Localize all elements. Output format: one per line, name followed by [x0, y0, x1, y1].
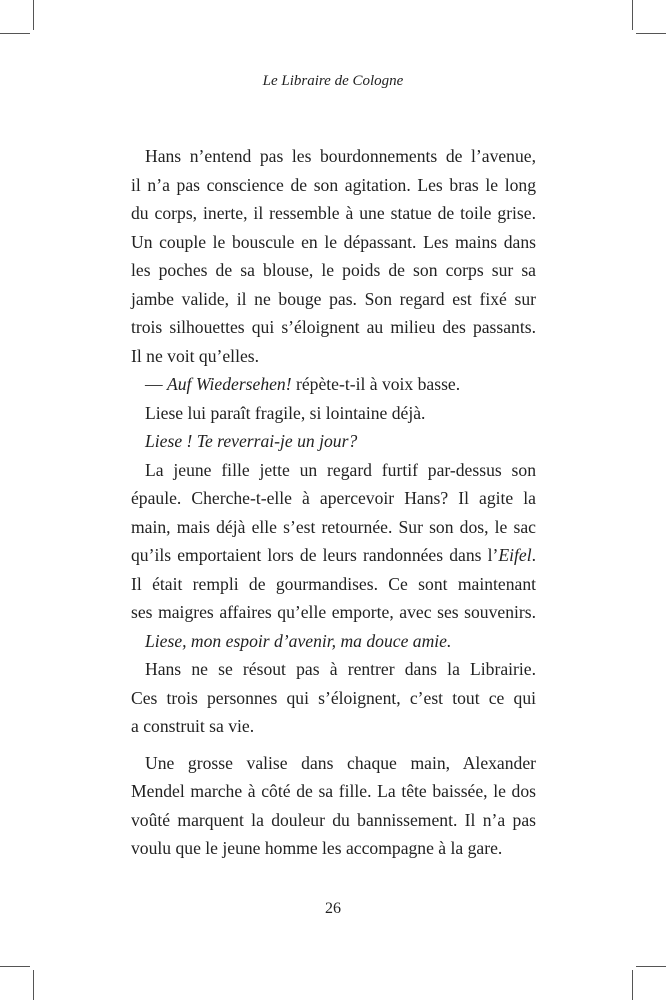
crop-mark-top-left [33, 0, 34, 30]
text-run: . [531, 545, 536, 565]
text-line [131, 541, 536, 570]
text-line: jambe valide, il ne bouge pas. Son regard est fixé sur [131, 288, 536, 309]
running-title: Le Libraire de Cologne [262, 73, 404, 89]
text-line: trois silhouettes qui s’éloignent au milieu des passants. [131, 317, 536, 337]
text-line: Une grosse valise dans chaque main, Alexander [145, 752, 536, 773]
italic-phrase: Auf Wiedersehen! [167, 374, 292, 394]
text-line: les poches de sa blouse, le poids de son corps sur sa [131, 260, 536, 280]
text-line [131, 627, 536, 656]
text-line: il n’a pas conscience de son agitation. Les bras le long [131, 174, 536, 195]
text-line: du corps, inerte, il ressemble à une statue de toile grise. [131, 203, 536, 223]
text-line: main, mais déjà elle s’est retournée. Sur son dos, le sac [131, 516, 536, 537]
italic-line: Liese ! Te reverrai-je un jour? [145, 431, 358, 451]
text-line: Un couple le bouscule en le dépassant. Les mains dans [131, 231, 536, 252]
text-line: Il ne voit qu’elles. [131, 345, 260, 366]
body-text [131, 142, 536, 863]
text-line: Ces trois personnes qui s’éloignent, c’est tout ce qui [131, 687, 536, 708]
crop-mark-bottom-left [33, 970, 34, 1000]
text-line: voûté marquent la douleur du bannissement. Il n’a pas [131, 809, 536, 830]
text-line: Mendel marche à côté de sa fille. La tête baissée, le dos [131, 781, 536, 801]
crop-mark-bottom-right [632, 970, 633, 1000]
text-line: voulu que le jeune homme les accompagne à la gare. [131, 838, 503, 858]
text-line [131, 370, 536, 399]
page-number: 26 [325, 900, 341, 917]
text-line: ses maigres affaires qu’elle emporte, avec ses souvenirs. [131, 602, 536, 622]
crop-mark-top-right-h [636, 33, 666, 34]
text-line: Hans n’entend pas les bourdonnements de l’avenue, [145, 146, 536, 166]
crop-mark-bottom-right-h [636, 966, 666, 967]
italic-line: Liese, mon espoir d’avenir, ma douce amie. [145, 630, 452, 651]
crop-mark-top-left-h [0, 33, 30, 34]
text-run: qu’ils emportaient lors de leurs randonnées dans l’ [131, 545, 499, 565]
text-run: répète-t-il à voix basse. [291, 374, 461, 394]
text-line: Il était rempli de gourmandises. Ce sont maintenant [131, 573, 536, 594]
italic-place: Eifel [498, 545, 532, 565]
text-line [131, 427, 536, 456]
text-line: a construit sa vie. [131, 716, 255, 736]
text-line: Liese lui paraît fragile, si lointaine déjà. [145, 402, 426, 423]
crop-mark-bottom-left-h [0, 966, 30, 967]
text-line: La jeune fille jette un regard furtif par-dessus son [145, 459, 536, 480]
paragraph-gap [131, 741, 536, 749]
text-line: Hans ne se résout pas à rentrer dans la Librairie. [145, 659, 536, 679]
em-dash: — [145, 374, 167, 394]
text-line: épaule. Cherche-t-elle à apercevoir Hans? Il agite la [131, 488, 536, 508]
crop-mark-top-right [632, 0, 633, 30]
